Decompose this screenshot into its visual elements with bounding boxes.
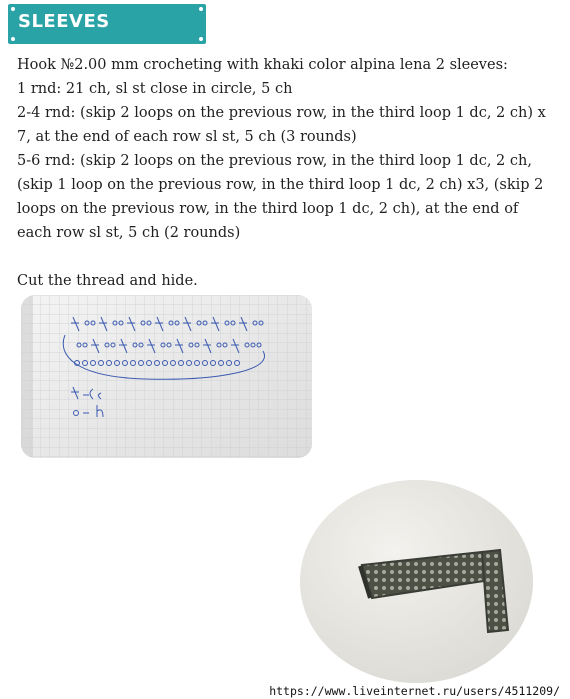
spacer — [17, 245, 557, 269]
banner-dot — [11, 37, 15, 41]
crochet-chart-photo — [21, 295, 312, 458]
final-text: Cut the thread and hide. — [17, 273, 198, 289]
banner-dot — [199, 37, 203, 41]
banner-dot — [199, 7, 203, 11]
round-5-6: 5-6 rnd: (skip 2 loops on the previous row, in the third loop 1 dc, 2 ch, (skip 1 loop on the previous row, in the third loop 1 dc, 2 ch) x3, (skip 2 loops on the previous row, in the third loop 1 dc, 2 ch), at the end of each row sl st, 5 ch (2 rounds) — [17, 153, 544, 241]
round-1: 1 rnd: 21 ch, sl st close in circle, 5 ch — [17, 81, 293, 97]
notebook-graph-icon — [21, 295, 312, 458]
intro-text: Hook №2.00 mm crocheting with khaki color alpina lena 2 sleeves: — [17, 57, 508, 73]
instructions — [17, 53, 557, 293]
crochet-sleeve-photo — [300, 480, 533, 683]
round-2-4: 2-4 rnd: (skip 2 loops on the previous row, in the third loop 1 dc, 2 ch) x 7, at the end of each row sl st, 5 ch (3 rounds) — [17, 105, 546, 145]
section-banner — [8, 4, 206, 44]
banner-dot — [11, 7, 15, 11]
sleeve-swatch-icon — [300, 480, 533, 683]
section-title: SLEEVES — [18, 11, 110, 32]
watermark-url: https://www.liveinternet.ru/users/4511209/ — [269, 684, 560, 698]
